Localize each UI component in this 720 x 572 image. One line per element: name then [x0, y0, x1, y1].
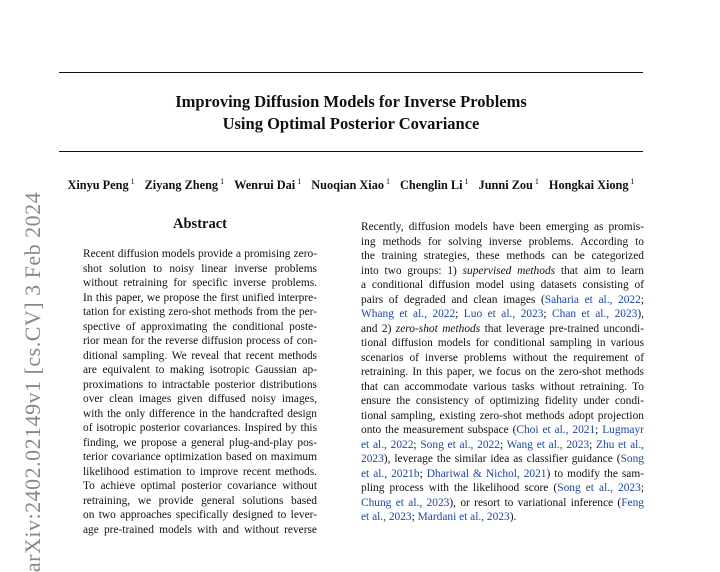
introduction-body: [361, 220, 644, 525]
body-text: ) to modify the sam-: [546, 467, 644, 480]
abstract-line: without retraining for specific inverse problems.: [83, 277, 317, 289]
body-text: Recently, diffusion models have been emerging as promis-: [361, 221, 644, 233]
intro-line: [361, 365, 644, 380]
abstract-heading: Abstract: [173, 216, 227, 232]
body-text: and 2): [361, 322, 396, 335]
abstract-line: over clean images given diffused noisy images,: [83, 393, 317, 405]
body-text: ;: [499, 438, 507, 451]
body-text: ing methods for solving inverse problems. According to: [361, 235, 644, 248]
author-name: [234, 178, 301, 192]
citation-link[interactable]: Choi et al., 2021: [516, 424, 596, 436]
body-text: ), leverage the similar idea as classifier guidance (: [383, 453, 621, 465]
body-text: that can accommodate various tasks without retraining. To: [361, 380, 644, 393]
body-text: ;: [589, 438, 597, 451]
intro-line: [361, 220, 644, 235]
citation-link[interactable]: Song et al., 2022: [420, 438, 500, 451]
citation-link[interactable]: et al., 2021b: [361, 467, 420, 480]
abstract-line: ditional sampling. We reveal that recent methods: [83, 349, 317, 362]
intro-line: [361, 307, 644, 322]
body-text: ;: [640, 293, 644, 306]
citation-link[interactable]: Chan et al., 2023: [552, 308, 638, 320]
citation-link[interactable]: et al., 2023: [361, 511, 412, 523]
body-text: ;: [413, 438, 421, 451]
body-text: tional sampling, existing zero-shot methods adopt projection: [361, 409, 644, 422]
intro-line: [361, 438, 644, 453]
abstract-line: To achieve optimal posterior covariance without: [83, 480, 317, 492]
citation-link[interactable]: Saharia et al., 2022: [544, 293, 641, 306]
paper-title: [59, 91, 643, 135]
author-affiliation-mark: 1: [220, 177, 225, 186]
author-name: [549, 178, 635, 192]
intro-line: [361, 249, 644, 264]
body-text: tional diffusion models for conditional sampling in various: [361, 337, 644, 349]
title-rule-top: [59, 72, 643, 73]
citation-link[interactable]: Zhu et al.,: [596, 438, 645, 451]
intro-line: [361, 264, 644, 279]
abstract-line: likelihood estimation to improve recent methods.: [83, 465, 317, 478]
abstract-line: shot solution to noisy linear inverse problems: [83, 262, 317, 275]
author-name: [400, 178, 469, 192]
intro-line: [361, 278, 644, 293]
body-text: ;: [595, 424, 603, 436]
abstract-line: tation for existing zero-shot methods from the per-: [83, 306, 317, 318]
abstract-line: finding, we propose a general plug-and-play pos-: [83, 436, 317, 449]
author-affiliation-mark: 1: [534, 177, 539, 186]
abstract-line: retraining, we provide general solutions based: [83, 494, 317, 507]
author-name-text: Ziyang Zheng: [144, 178, 219, 193]
intro-line: [361, 409, 644, 424]
abstract-line: are equivalent to making isotropic Gaussian ap-: [83, 364, 317, 376]
body-text: ensure the consistency of optimizing fidelity under condi-: [361, 395, 644, 407]
title-line-1: Improving Diffusion Models for Inverse Problems: [175, 92, 527, 111]
body-text: ).: [509, 511, 517, 523]
intro-line: [361, 394, 644, 409]
author-name: [145, 178, 224, 192]
body-text: ), or resort to variational inference (: [449, 496, 622, 509]
abstract-line: Recent diffusion models provide a promising zero-: [83, 248, 317, 260]
body-text: a conditional diffusion model using datasets consisting of: [361, 279, 644, 291]
citation-link[interactable]: Song et al., 2023: [557, 482, 641, 494]
citation-link[interactable]: Feng: [621, 496, 645, 509]
author-affiliation-mark: 1: [130, 177, 135, 186]
body-text: that leverage pre-trained uncondi-: [480, 322, 644, 335]
citation-link[interactable]: Luo et al., 2023: [463, 308, 544, 320]
intro-line: [361, 496, 644, 511]
author-name-text: Wenrui Dai: [234, 178, 296, 193]
author-name-text: Nuoqian Xiao: [311, 178, 385, 193]
body-text: ;: [543, 308, 553, 320]
intro-line: [361, 481, 644, 496]
author-affiliation-mark: 1: [630, 177, 635, 186]
emphasis-text: zero-shot methods: [395, 322, 481, 335]
title-rule-bottom: [59, 151, 643, 152]
author-name-text: Hongkai Xiong: [548, 178, 629, 193]
citation-link[interactable]: Mardani et al., 2023: [417, 511, 510, 523]
intro-line: [361, 293, 644, 308]
intro-line: [361, 452, 644, 467]
intro-line: [361, 336, 644, 351]
citation-link[interactable]: Lugmayr: [602, 424, 644, 436]
author-name-text: Chenglin Li: [400, 178, 463, 193]
abstract-line: of isotropic posterior covariances. Inspired by this: [83, 422, 317, 434]
abstract-line: with the only difference in the handcrafted design: [83, 407, 317, 420]
arxiv-identifier-stamp: arXiv:2402.02149v1 [cs.CV] 3 Feb 2024: [20, 191, 45, 572]
body-text: pling process with the likelihood score (: [361, 482, 558, 494]
author-name: [479, 178, 539, 192]
author-affiliation-mark: 1: [297, 177, 302, 186]
abstract-line: spective of approximating the conditional poste-: [83, 320, 317, 333]
body-text: ;: [411, 511, 418, 523]
intro-line: [361, 351, 644, 366]
body-text: ;: [640, 482, 644, 494]
body-text: onto the measurement subspace (: [361, 424, 517, 436]
author-name: [311, 178, 390, 192]
author-affiliation-mark: 1: [386, 177, 391, 186]
author-name: [67, 178, 134, 192]
abstract-line: proximations to intractable posterior distributions: [83, 378, 317, 391]
body-text: pairs of degraded and clean images (: [361, 293, 545, 306]
body-text: ;: [455, 308, 464, 320]
abstract-body: [83, 247, 317, 537]
body-text: scenarios of inverse problems without the requirement of: [361, 351, 644, 364]
emphasis-text: supervised methods: [462, 264, 556, 277]
abstract-line: on two approaches specifically designed to lever-: [83, 509, 317, 521]
abstract-line: terior covariance optimization based on maximum: [83, 451, 317, 463]
citation-link[interactable]: Song: [620, 453, 644, 465]
body-text: ),: [637, 308, 645, 320]
abstract-line: In this paper, we propose the first unified interpre-: [83, 291, 317, 304]
citation-link[interactable]: Wang et al., 2023: [506, 438, 590, 451]
intro-line: [361, 380, 644, 395]
author-name-text: Xinyu Peng: [67, 178, 129, 193]
citation-link[interactable]: et al., 2022: [361, 438, 414, 451]
intro-line: [361, 235, 644, 250]
author-affiliation-mark: 1: [464, 177, 469, 186]
author-name-text: Junni Zou: [478, 178, 533, 193]
intro-line: [361, 467, 644, 482]
citation-link[interactable]: Chung et al., 2023: [361, 496, 450, 509]
body-text: retraining. In this paper, we focus on the zero-shot methods: [361, 366, 644, 378]
citation-link[interactable]: Dhariwal & Nichol, 2021: [426, 467, 547, 480]
citation-link[interactable]: 2023: [361, 453, 384, 465]
body-text: into two groups: 1): [361, 264, 463, 277]
abstract-line: rior mean for the reverse diffusion process of con-: [83, 335, 317, 347]
intro-line: [361, 510, 644, 525]
author-list: [59, 177, 643, 193]
abstract-line: age pre-trained models with and without reverse: [83, 523, 317, 536]
body-text: the training strategies, these methods can be categorized: [361, 250, 644, 262]
body-text: ;: [419, 467, 427, 480]
intro-line: [361, 423, 644, 438]
title-line-2: Using Optimal Posterior Covariance: [222, 114, 480, 133]
intro-line: [361, 322, 644, 337]
citation-link[interactable]: Whang et al., 2022: [361, 308, 456, 320]
body-text: that aim to learn: [555, 264, 644, 277]
